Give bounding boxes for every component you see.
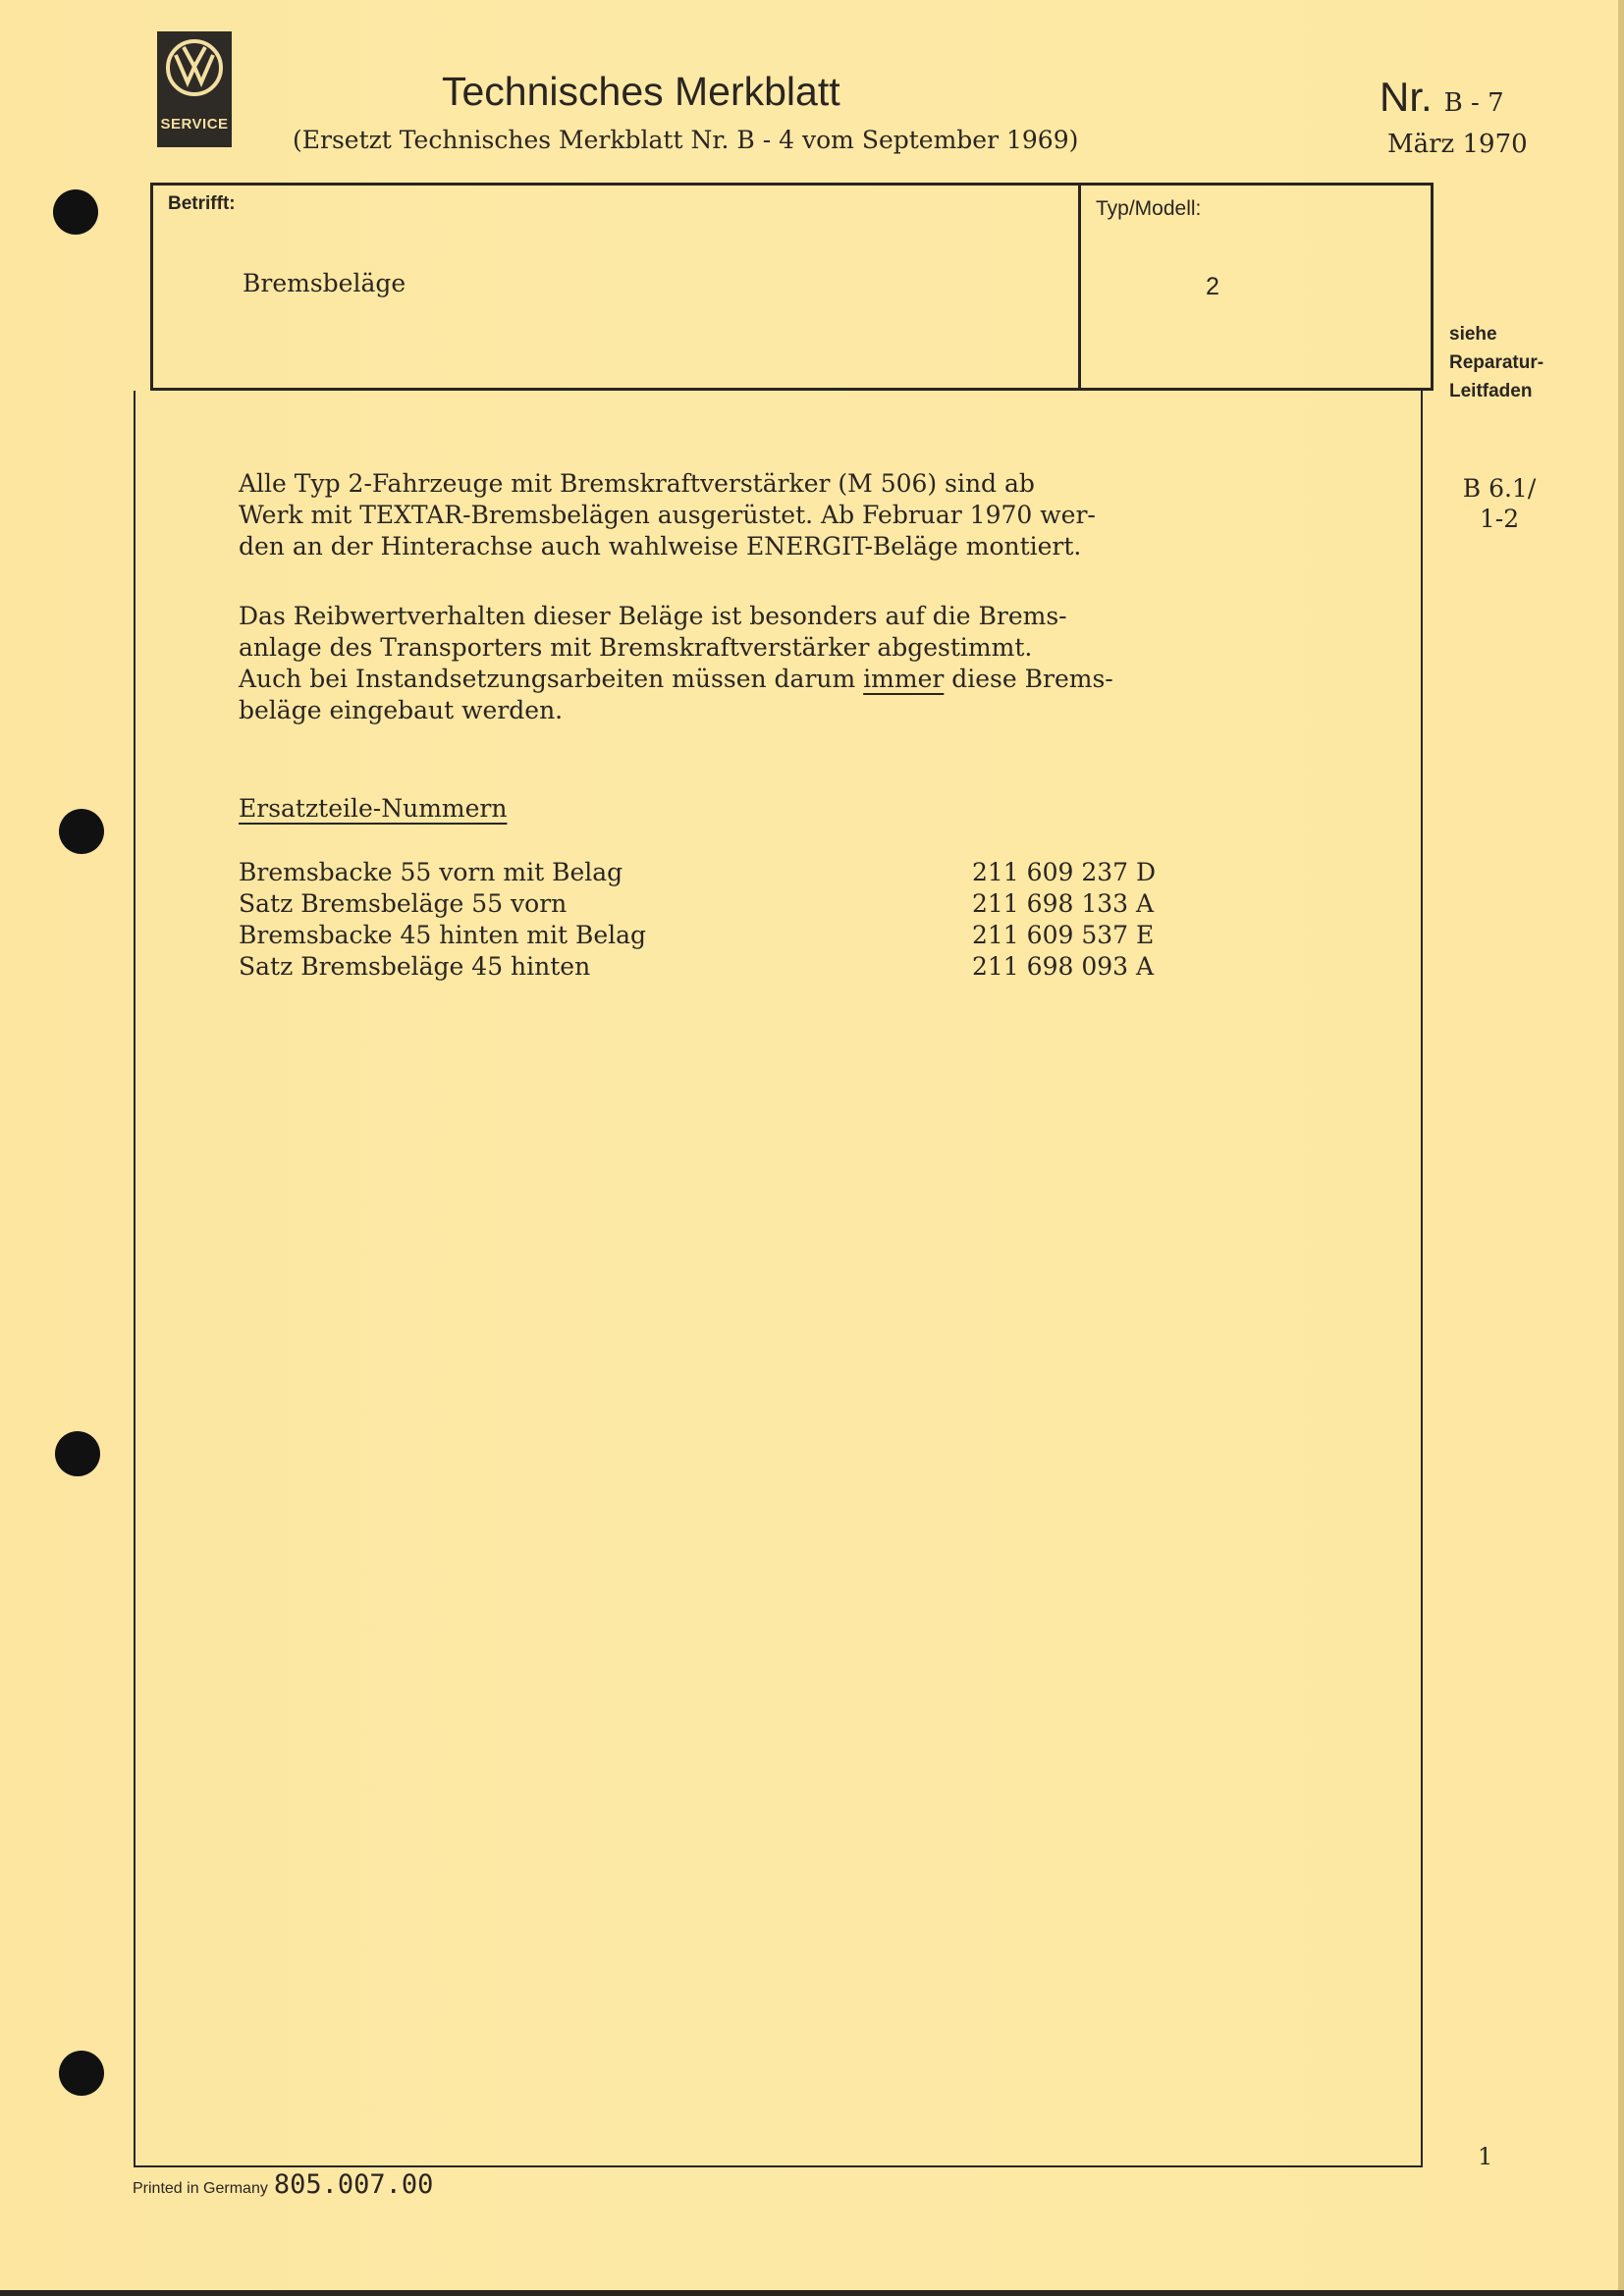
text-line: den an der Hinterachse auch wahlweise ENERGIT-Beläge montiert. [239, 532, 1082, 561]
part-number: 211 609 537 E [972, 921, 1155, 949]
page-edge-bottom [0, 2290, 1624, 2296]
printed-in-germany: Printed in Germany [133, 2180, 268, 2197]
parts-row [239, 920, 1155, 951]
logo-service-text: SERVICE [160, 116, 229, 133]
typ-modell-value: 2 [1206, 273, 1219, 300]
form-code: 805.007.00 [273, 2169, 434, 2200]
document-date: März 1970 [1387, 130, 1528, 159]
reference-line: B 6.1/ [1462, 474, 1537, 503]
parts-row [239, 857, 1157, 888]
footer-printed [133, 2169, 433, 2200]
text-line: Werk mit TEXTAR-Bremsbelägen ausgerüstet. Ab Februar 1970 wer- [239, 501, 1096, 529]
punch-hole [55, 1431, 100, 1476]
part-name: Bremsbacke 45 hinten mit Belag [239, 921, 647, 949]
betrifft-label: Betrifft: [168, 193, 236, 214]
vw-service-logo [157, 31, 232, 147]
part-name: Satz Bremsbeläge 45 hinten [239, 952, 591, 981]
paragraph-intro [239, 468, 1096, 562]
punch-hole [59, 809, 104, 854]
parts-row [239, 951, 1155, 983]
nr-label: Nr. [1380, 74, 1433, 120]
text-span: Auch bei Instandsetzungsarbeiten müssen darum [239, 665, 864, 693]
betrifft-value: Bremsbeläge [243, 269, 406, 297]
document-title: Technisches Merkblatt [442, 69, 840, 114]
parts-heading: Ersatzteile-Nummern [239, 794, 508, 823]
document-subtitle: (Ersetzt Technisches Merkblatt Nr. B - 4 vom September 1969) [293, 126, 1079, 154]
text-line: Das Reibwertverhalten dieser Beläge ist besonders auf die Brems- [239, 602, 1067, 630]
parts-row [239, 888, 1155, 920]
page-edge-right [1618, 0, 1624, 2296]
siehe-line: siehe [1449, 324, 1497, 345]
document-number [1380, 74, 1504, 121]
punch-hole [59, 2051, 104, 2096]
paragraph-friction [239, 601, 1113, 726]
part-number: 211 698 093 A [972, 952, 1155, 981]
parts-list [239, 857, 1157, 983]
typ-modell-label: Typ/Modell: [1096, 197, 1202, 220]
siehe-note [1449, 320, 1543, 405]
siehe-line: Reparatur- [1449, 352, 1544, 373]
emphasis-immer: immer [863, 665, 945, 693]
text-line: Alle Typ 2-Fahrzeuge mit Bremskraftverstärker (M 506) sind ab [239, 469, 1035, 498]
vw-emblem-icon [164, 37, 225, 98]
part-number: 211 698 133 A [972, 889, 1155, 918]
nr-value: B - 7 [1443, 88, 1504, 118]
part-name: Bremsbacke 55 vorn mit Belag [239, 858, 623, 886]
reference-line: 1-2 [1479, 505, 1520, 533]
text-line [239, 664, 1113, 695]
part-name: Satz Bremsbeläge 55 vorn [239, 889, 568, 918]
text-line: anlage des Transporters mit Bremskraftverstärker abgestimmt. [239, 633, 1033, 662]
text-span: diese Brems- [944, 665, 1113, 693]
subject-box-divider [1078, 186, 1081, 389]
page-number: 1 [1478, 2143, 1493, 2170]
reference-section [1459, 473, 1540, 534]
siehe-line: Leitfaden [1449, 381, 1533, 401]
part-number: 211 609 237 D [972, 858, 1157, 886]
punch-hole [53, 189, 98, 235]
text-line: beläge eingebaut werden. [239, 696, 564, 724]
